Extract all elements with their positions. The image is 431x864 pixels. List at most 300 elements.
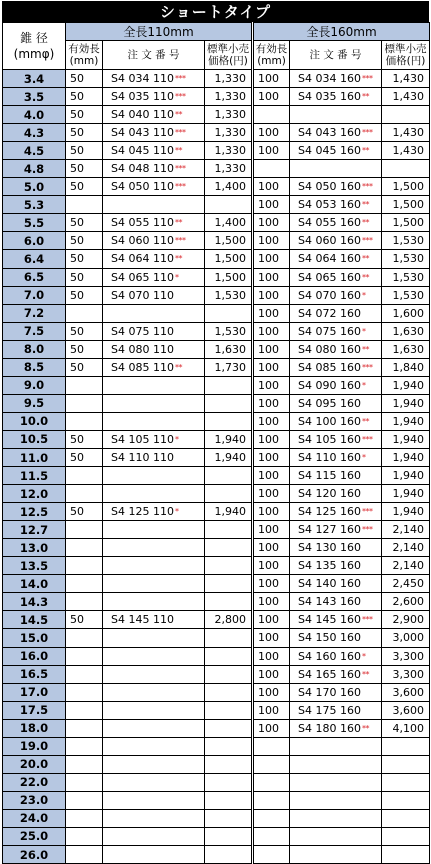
order-code-cell-110 — [103, 719, 205, 737]
length-cell-110 — [66, 791, 103, 809]
stock-mark: * — [361, 290, 366, 300]
length-cell-110: 50 — [66, 358, 103, 376]
stock-mark: *** — [361, 507, 373, 517]
price-cell-110: 1,330 — [205, 88, 253, 106]
price-cell-110 — [205, 394, 253, 412]
price-cell-110 — [205, 304, 253, 322]
table-row — [3, 304, 430, 322]
order-code-cell-160 — [290, 448, 382, 466]
order-code-cell-160 — [290, 232, 382, 250]
diameter-cell: 6.4 — [3, 250, 66, 268]
order-code: S4 064 160 — [298, 252, 361, 266]
length-cell-110: 50 — [66, 178, 103, 196]
order-code-cell-110 — [103, 647, 205, 665]
length-cell-160: 100 — [253, 232, 290, 250]
length-cell-160: 100 — [253, 719, 290, 737]
diameter-cell: 4.5 — [3, 142, 66, 160]
price-cell-110 — [205, 701, 253, 719]
length-cell-110 — [66, 846, 103, 864]
price-cell-110 — [205, 846, 253, 864]
group-110-header: 全長110mm — [66, 23, 253, 41]
stock-mark: ** — [361, 344, 369, 354]
price-table-body — [3, 70, 430, 864]
length-cell-160: 100 — [253, 701, 290, 719]
order-code-cell-110 — [103, 448, 205, 466]
table-row — [3, 593, 430, 611]
price-cell-110 — [205, 737, 253, 755]
diameter-cell: 11.5 — [3, 467, 66, 485]
price-cell-160: 2,450 — [382, 575, 430, 593]
diameter-cell: 18.0 — [3, 719, 66, 737]
order-code: S4 105 110 — [111, 432, 174, 446]
length-cell-160: 100 — [253, 250, 290, 268]
price-cell-110 — [205, 791, 253, 809]
price-cell-110 — [205, 647, 253, 665]
order-code: S4 127 160 — [298, 523, 361, 537]
price-cell-110 — [205, 719, 253, 737]
diameter-cell: 13.5 — [3, 557, 66, 575]
diameter-cell: 6.0 — [3, 232, 66, 250]
diameter-cell: 13.0 — [3, 539, 66, 557]
diameter-cell: 9.5 — [3, 394, 66, 412]
price-cell-160: 1,430 — [382, 70, 430, 88]
order-code-cell-160 — [290, 846, 382, 864]
price-cell-110: 1,530 — [205, 322, 253, 340]
table-row — [3, 629, 430, 647]
order-code-cell-110 — [103, 286, 205, 304]
price-cell-110: 1,500 — [205, 250, 253, 268]
stock-mark: ** — [174, 362, 182, 372]
order-code: S4 170 160 — [298, 685, 361, 699]
stock-mark: * — [361, 380, 366, 390]
table-row — [3, 719, 430, 737]
stock-mark: *** — [361, 128, 373, 138]
diameter-cell: 7.0 — [3, 286, 66, 304]
order-code-cell-160 — [290, 124, 382, 142]
price-cell-110 — [205, 773, 253, 791]
length-cell-160: 100 — [253, 593, 290, 611]
order-code: S4 040 110 — [111, 108, 174, 122]
length-cell-110 — [66, 719, 103, 737]
table-row — [3, 88, 430, 106]
diameter-cell: 12.5 — [3, 503, 66, 521]
length-cell-110: 50 — [66, 250, 103, 268]
price-cell-160: 1,430 — [382, 124, 430, 142]
diameter-cell: 5.3 — [3, 196, 66, 214]
price-cell-160 — [382, 846, 430, 864]
price-cell-160: 2,900 — [382, 611, 430, 629]
price-cell-160: 3,600 — [382, 683, 430, 701]
length-cell-160 — [253, 791, 290, 809]
order-code: S4 035 110 — [111, 90, 174, 104]
stock-mark: *** — [361, 236, 373, 246]
price-cell-160: 1,940 — [382, 376, 430, 394]
diameter-header — [3, 23, 66, 70]
code-header-160: 注 文 番 号 — [290, 41, 382, 70]
stock-mark: * — [174, 434, 179, 444]
length-cell-110: 50 — [66, 268, 103, 286]
price-cell-110: 1,500 — [205, 232, 253, 250]
length-cell-110: 50 — [66, 340, 103, 358]
length-cell-110 — [66, 467, 103, 485]
table-row — [3, 448, 430, 466]
price-header-line1: 標準小売 — [384, 43, 427, 55]
order-code-cell-160 — [290, 755, 382, 773]
order-code: S4 034 110 — [111, 72, 174, 86]
price-cell-160: 3,000 — [382, 629, 430, 647]
order-code-cell-110 — [103, 124, 205, 142]
length-cell-110: 50 — [66, 160, 103, 178]
price-cell-110 — [205, 412, 253, 430]
price-cell-160: 2,600 — [382, 593, 430, 611]
stock-mark: * — [174, 507, 179, 517]
order-code-cell-160 — [290, 575, 382, 593]
order-code-cell-110 — [103, 846, 205, 864]
order-code: S4 050 160 — [298, 180, 361, 194]
order-code: S4 120 160 — [298, 487, 361, 501]
diameter-cell: 24.0 — [3, 809, 66, 827]
diameter-cell: 16.5 — [3, 665, 66, 683]
order-code: S4 145 110 — [111, 613, 174, 627]
price-header-line1: 標準小売 — [207, 43, 249, 55]
price-cell-110: 1,330 — [205, 106, 253, 124]
price-cell-160: 2,140 — [382, 521, 430, 539]
price-cell-160 — [382, 773, 430, 791]
length-cell-160: 100 — [253, 611, 290, 629]
price-cell-160: 1,530 — [382, 232, 430, 250]
price-cell-110: 1,730 — [205, 358, 253, 376]
diameter-cell: 14.0 — [3, 575, 66, 593]
order-code-cell-110 — [103, 737, 205, 755]
order-code-cell-160 — [290, 809, 382, 827]
length-cell-110 — [66, 196, 103, 214]
length-cell-160 — [253, 755, 290, 773]
stock-mark: *** — [361, 74, 373, 84]
length-cell-110: 50 — [66, 430, 103, 448]
order-code-cell-160 — [290, 683, 382, 701]
order-code-cell-160 — [290, 268, 382, 286]
stock-mark: * — [174, 272, 179, 282]
diameter-cell: 16.0 — [3, 647, 66, 665]
price-cell-160: 3,600 — [382, 701, 430, 719]
diameter-cell: 7.5 — [3, 322, 66, 340]
length-cell-160: 100 — [253, 358, 290, 376]
length-cell-110 — [66, 773, 103, 791]
table-row — [3, 557, 430, 575]
order-code-cell-110 — [103, 196, 205, 214]
order-code: S4 095 160 — [298, 396, 361, 410]
stock-mark: ** — [361, 416, 369, 426]
page-title: ショートタイプ — [2, 1, 429, 22]
order-code-cell-160 — [290, 430, 382, 448]
table-row — [3, 286, 430, 304]
stock-mark: ** — [174, 110, 182, 120]
diameter-header-label: 錐 径 — [20, 31, 48, 45]
order-code-cell-160 — [290, 827, 382, 845]
diameter-cell: 8.0 — [3, 340, 66, 358]
length-cell-110 — [66, 701, 103, 719]
diameter-cell: 3.5 — [3, 88, 66, 106]
length-cell-110: 50 — [66, 503, 103, 521]
order-code: S4 100 160 — [298, 414, 361, 428]
order-code: S4 080 110 — [111, 342, 174, 356]
length-cell-160: 100 — [253, 196, 290, 214]
length-cell-160: 100 — [253, 322, 290, 340]
order-code: S4 050 110 — [111, 180, 174, 194]
length-cell-110 — [66, 376, 103, 394]
price-cell-110 — [205, 593, 253, 611]
order-code-cell-110 — [103, 485, 205, 503]
price-cell-160: 1,430 — [382, 88, 430, 106]
order-code-cell-110 — [103, 394, 205, 412]
length-cell-160: 100 — [253, 304, 290, 322]
order-code-cell-110 — [103, 340, 205, 358]
table-row — [3, 683, 430, 701]
length-cell-160: 100 — [253, 485, 290, 503]
table-row — [3, 485, 430, 503]
order-code-cell-110 — [103, 827, 205, 845]
length-header-unit: (mm) — [257, 55, 286, 67]
length-header-label: 有効長 — [255, 43, 288, 55]
table-row — [3, 232, 430, 250]
order-code-cell-160 — [290, 485, 382, 503]
price-cell-110: 1,330 — [205, 142, 253, 160]
order-code-cell-110 — [103, 250, 205, 268]
length-cell-160: 100 — [253, 340, 290, 358]
order-code: S4 045 110 — [111, 144, 174, 158]
order-code-cell-110 — [103, 214, 205, 232]
length-cell-160 — [253, 846, 290, 864]
table-row — [3, 539, 430, 557]
table-row — [3, 160, 430, 178]
table-row — [3, 701, 430, 719]
price-cell-110 — [205, 575, 253, 593]
price-cell-160: 1,430 — [382, 142, 430, 160]
table-row — [3, 376, 430, 394]
table-row — [3, 250, 430, 268]
order-code-cell-160 — [290, 629, 382, 647]
price-cell-160: 1,940 — [382, 467, 430, 485]
order-code-cell-110 — [103, 773, 205, 791]
stock-mark: * — [361, 651, 366, 661]
length-cell-160 — [253, 737, 290, 755]
order-code-cell-110 — [103, 593, 205, 611]
order-code: S4 075 160 — [298, 324, 361, 338]
price-cell-160: 1,940 — [382, 485, 430, 503]
price-cell-160 — [382, 755, 430, 773]
price-cell-110 — [205, 665, 253, 683]
table-row — [3, 106, 430, 124]
length-cell-110 — [66, 412, 103, 430]
order-code-cell-160 — [290, 412, 382, 430]
price-cell-110: 1,940 — [205, 503, 253, 521]
order-code-cell-160 — [290, 647, 382, 665]
stock-mark: *** — [361, 182, 373, 192]
price-cell-160: 1,940 — [382, 412, 430, 430]
order-code-cell-110 — [103, 412, 205, 430]
order-code-cell-110 — [103, 430, 205, 448]
length-cell-110: 50 — [66, 322, 103, 340]
price-cell-160: 2,140 — [382, 539, 430, 557]
length-cell-160: 100 — [253, 539, 290, 557]
order-code-cell-110 — [103, 521, 205, 539]
length-header-160 — [253, 41, 290, 70]
length-cell-160 — [253, 773, 290, 791]
order-code: S4 180 160 — [298, 721, 361, 735]
order-code-cell-110 — [103, 575, 205, 593]
length-cell-160: 100 — [253, 178, 290, 196]
order-code: S4 075 110 — [111, 324, 174, 338]
table-row — [3, 755, 430, 773]
price-cell-160: 1,940 — [382, 503, 430, 521]
table-row — [3, 412, 430, 430]
price-cell-110 — [205, 539, 253, 557]
order-code: S4 090 160 — [298, 378, 361, 392]
price-header-160 — [382, 41, 430, 70]
table-row — [3, 521, 430, 539]
price-cell-110 — [205, 376, 253, 394]
length-cell-110 — [66, 737, 103, 755]
order-code-cell-160 — [290, 737, 382, 755]
length-cell-110 — [66, 593, 103, 611]
length-cell-160 — [253, 106, 290, 124]
stock-mark: *** — [174, 236, 186, 246]
diameter-cell: 6.5 — [3, 268, 66, 286]
order-code-cell-110 — [103, 611, 205, 629]
price-cell-110: 2,800 — [205, 611, 253, 629]
price-header-line2: 価格(円) — [385, 55, 426, 67]
order-code-cell-110 — [103, 539, 205, 557]
price-cell-160: 2,140 — [382, 557, 430, 575]
price-cell-110 — [205, 521, 253, 539]
order-code-cell-160 — [290, 70, 382, 88]
order-code-cell-110 — [103, 503, 205, 521]
price-cell-110 — [205, 809, 253, 827]
table-row — [3, 809, 430, 827]
price-cell-160 — [382, 791, 430, 809]
order-code-cell-110 — [103, 791, 205, 809]
diameter-cell: 26.0 — [3, 846, 66, 864]
length-cell-160: 100 — [253, 286, 290, 304]
order-code-cell-160 — [290, 467, 382, 485]
order-code-cell-160 — [290, 593, 382, 611]
length-header-110 — [66, 41, 103, 70]
table-row — [3, 268, 430, 286]
order-code: S4 072 160 — [298, 306, 361, 320]
order-code: S4 165 160 — [298, 667, 361, 681]
length-cell-160: 100 — [253, 430, 290, 448]
stock-mark: ** — [361, 200, 369, 210]
length-cell-160: 100 — [253, 665, 290, 683]
length-cell-110 — [66, 809, 103, 827]
price-cell-160: 1,600 — [382, 304, 430, 322]
diameter-cell: 8.5 — [3, 358, 66, 376]
diameter-cell: 12.0 — [3, 485, 66, 503]
order-code: S4 135 160 — [298, 559, 361, 573]
diameter-cell: 10.0 — [3, 412, 66, 430]
table-row — [3, 178, 430, 196]
order-code: S4 125 160 — [298, 505, 361, 519]
order-code-cell-160 — [290, 178, 382, 196]
order-code: S4 110 110 — [111, 451, 174, 464]
order-code-cell-110 — [103, 106, 205, 124]
table-row — [3, 358, 430, 376]
length-cell-110: 50 — [66, 70, 103, 88]
order-code: S4 065 160 — [298, 270, 361, 284]
price-cell-160: 4,100 — [382, 719, 430, 737]
length-cell-110: 50 — [66, 611, 103, 629]
order-code-cell-160 — [290, 503, 382, 521]
price-cell-110: 1,400 — [205, 178, 253, 196]
price-cell-160 — [382, 827, 430, 845]
order-code: S4 070 160 — [298, 288, 361, 302]
stock-mark: ** — [361, 669, 369, 679]
price-cell-160: 1,530 — [382, 268, 430, 286]
stock-mark: *** — [174, 182, 186, 192]
order-code-cell-110 — [103, 629, 205, 647]
length-cell-110 — [66, 827, 103, 845]
diameter-cell: 4.3 — [3, 124, 66, 142]
order-code: S4 160 160 — [298, 649, 361, 663]
length-cell-160: 100 — [253, 214, 290, 232]
price-cell-160: 1,940 — [382, 430, 430, 448]
price-cell-110: 1,330 — [205, 160, 253, 178]
table-row — [3, 124, 430, 142]
stock-mark: * — [361, 326, 366, 336]
order-code-cell-110 — [103, 358, 205, 376]
length-cell-110 — [66, 575, 103, 593]
table-row — [3, 142, 430, 160]
price-cell-110 — [205, 683, 253, 701]
order-code-cell-160 — [290, 196, 382, 214]
order-code: S4 085 110 — [111, 360, 174, 374]
stock-mark: ** — [361, 92, 369, 102]
table-row — [3, 503, 430, 521]
table-row — [3, 846, 430, 864]
order-code-cell-160 — [290, 142, 382, 160]
length-cell-110 — [66, 521, 103, 539]
length-header-unit: (mm) — [69, 55, 99, 67]
order-code-cell-110 — [103, 467, 205, 485]
stock-mark: *** — [174, 74, 186, 84]
price-cell-160: 1,500 — [382, 196, 430, 214]
length-cell-160: 100 — [253, 557, 290, 575]
price-cell-110: 1,940 — [205, 448, 253, 466]
table-row — [3, 575, 430, 593]
price-cell-160: 1,630 — [382, 322, 430, 340]
order-code-cell-160 — [290, 521, 382, 539]
length-cell-160: 100 — [253, 412, 290, 430]
table-row — [3, 214, 430, 232]
length-cell-160 — [253, 809, 290, 827]
length-cell-110: 50 — [66, 214, 103, 232]
stock-mark: ** — [361, 218, 369, 228]
stock-mark: ** — [174, 218, 182, 228]
price-cell-110 — [205, 827, 253, 845]
order-code: S4 105 160 — [298, 432, 361, 446]
table-row — [3, 394, 430, 412]
table-row — [3, 827, 430, 845]
order-code-cell-110 — [103, 142, 205, 160]
order-code: S4 060 110 — [111, 234, 174, 248]
diameter-cell: 10.5 — [3, 430, 66, 448]
length-cell-160: 100 — [253, 521, 290, 539]
length-cell-160: 100 — [253, 647, 290, 665]
length-cell-160: 100 — [253, 142, 290, 160]
diameter-cell: 17.0 — [3, 683, 66, 701]
table-row — [3, 467, 430, 485]
length-cell-110 — [66, 665, 103, 683]
